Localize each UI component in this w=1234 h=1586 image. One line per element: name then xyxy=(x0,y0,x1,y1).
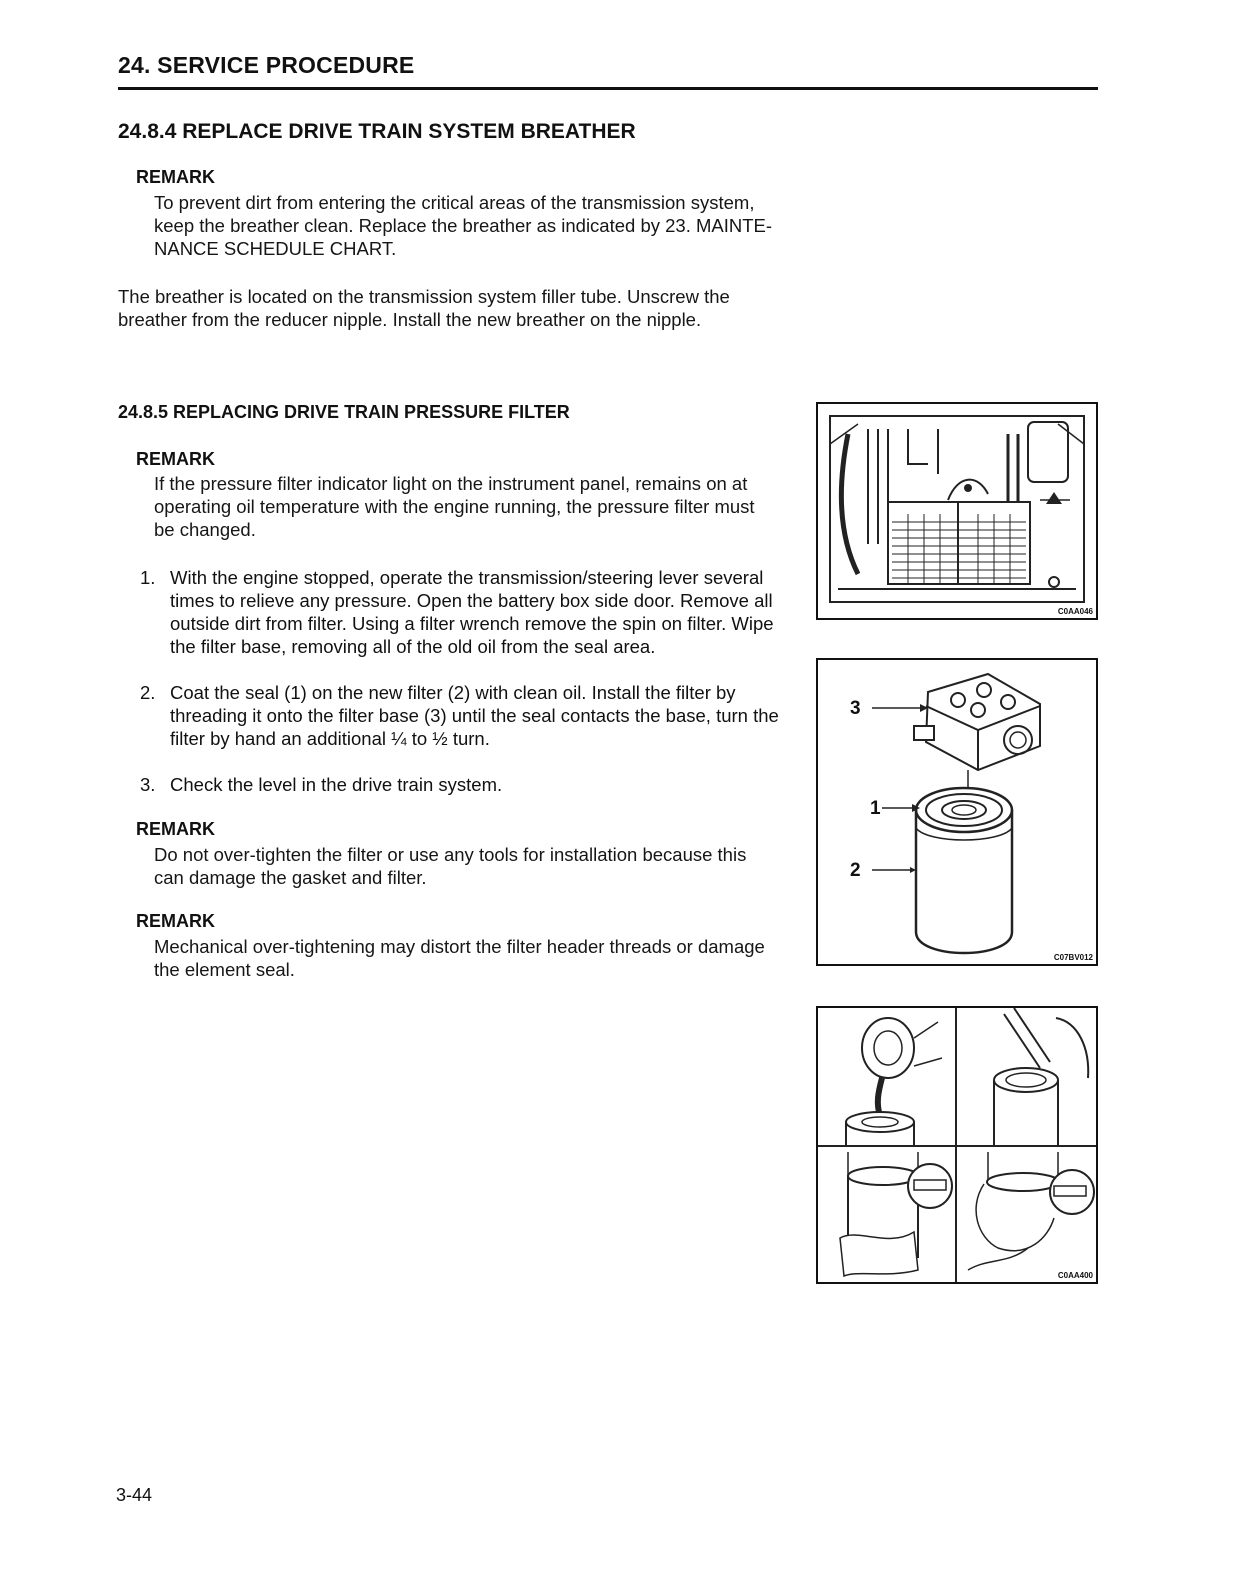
text-line: times to relieve any pressure. Open the battery box side door. Remove all xyxy=(170,590,773,611)
text-line: NANCE SCHEDULE CHART. xyxy=(154,238,397,259)
text-line: threading it onto the filter base (3) until the seal contacts the base, turn the xyxy=(170,705,779,726)
breather-body-text xyxy=(118,285,784,331)
text-line: the filter base, removing all of the old oil from the seal area. xyxy=(170,636,656,657)
text-line: be changed. xyxy=(154,519,256,540)
filter-remark3-text xyxy=(154,935,784,981)
text-line: keep the breather clean. Replace the breather as indicated by 23. MAINTE- xyxy=(154,215,773,236)
text-line: filter by hand an additional ¼ to ½ turn. xyxy=(170,728,490,749)
callout-seal: 1 xyxy=(870,798,881,819)
text-line: outside dirt from filter. Using a filter wrench remove the spin on filter. Wipe xyxy=(170,613,774,634)
text-line: operating oil temperature with the engine running, the pressure filter must xyxy=(154,496,755,517)
breather-remark-label: REMARK xyxy=(136,167,215,187)
callout-filter-base: 3 xyxy=(850,698,861,719)
battery-box-figure xyxy=(816,402,1098,620)
figure-code: C0AA046 xyxy=(1057,607,1093,616)
text-line: Do not over-tighten the filter or use any tools for installation because this xyxy=(154,844,747,865)
callout-filter: 2 xyxy=(850,860,861,881)
filter-remark-text xyxy=(154,472,784,541)
battery-box-illustration xyxy=(818,404,1096,618)
filter-heading: 24.8.5 REPLACING DRIVE TRAIN PRESSURE FILTER xyxy=(118,402,570,422)
step-text xyxy=(170,566,784,658)
page-number: 3-44 xyxy=(116,1485,153,1505)
filter-remark-label: REMARK xyxy=(136,449,215,469)
step-text xyxy=(170,773,784,796)
text-line: To prevent dirt from entering the critical areas of the transmission system, xyxy=(154,192,755,213)
breather-remark-text xyxy=(154,191,784,260)
text-line: The breather is located on the transmission system filler tube. Unscrew the xyxy=(118,286,730,307)
text-line: Mechanical over-tightening may distort the filter header threads or damage xyxy=(154,936,765,957)
filter-steps-figure xyxy=(816,1006,1098,1284)
breather-heading: 24.8.4 REPLACE DRIVE TRAIN SYSTEM BREATHER xyxy=(118,120,636,143)
step-text xyxy=(170,681,784,750)
figure-code: C07BV012 xyxy=(1053,953,1093,962)
step-number: 1. xyxy=(140,567,156,588)
text-line: Coat the seal (1) on the new filter (2) with clean oil. Install the filter by xyxy=(170,682,736,703)
text-line: can damage the gasket and filter. xyxy=(154,867,427,888)
filter-steps-illustration xyxy=(818,1008,1096,1282)
filter-assembly-figure xyxy=(816,658,1098,966)
text-line: If the pressure filter indicator light on the instrument panel, remains on at xyxy=(154,473,748,494)
filter-remark2-text xyxy=(154,843,784,889)
text-line: With the engine stopped, operate the transmission/steering lever several xyxy=(170,567,764,588)
text-line: Check the level in the drive train system. xyxy=(170,774,503,795)
text-line: breather from the reducer nipple. Install the new breather on the nipple. xyxy=(118,309,702,330)
text-line: the element seal. xyxy=(154,959,295,980)
chapter-title: 24. SERVICE PROCEDURE xyxy=(118,52,1098,90)
step-number: 3. xyxy=(140,774,156,795)
step-number: 2. xyxy=(140,682,156,703)
filter-remark3-label: REMARK xyxy=(136,911,215,931)
figure-code: C0AA400 xyxy=(1057,1271,1093,1280)
filter-remark2-label: REMARK xyxy=(136,819,215,839)
